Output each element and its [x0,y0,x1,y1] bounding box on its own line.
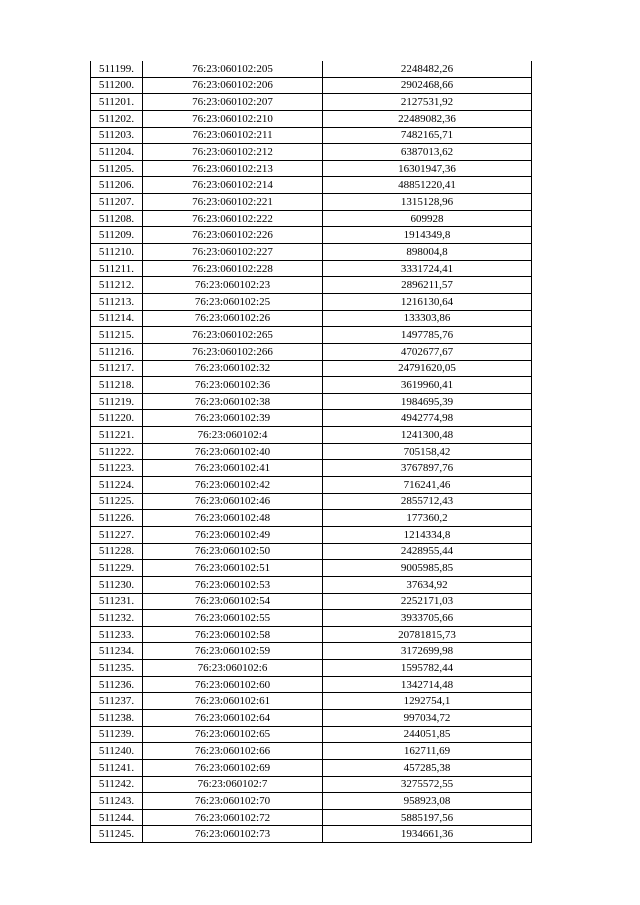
cadastral-number-cell: 76:23:060102:41 [143,460,323,477]
table-row [91,793,532,810]
cadastral-number-cell: 76:23:060102:51 [143,560,323,577]
cadastral-number-cell: 76:23:060102:222 [143,210,323,227]
cadastral-value-cell: 2248482,26 [323,61,532,77]
cadastral-number-cell: 76:23:060102:226 [143,227,323,244]
row-number-cell: 511241. [91,759,143,776]
cadastral-number-cell: 76:23:060102:4 [143,427,323,444]
row-number-cell: 511206. [91,177,143,194]
cadastral-number-cell: 76:23:060102:32 [143,360,323,377]
table-row [91,709,532,726]
cadastral-number-cell: 76:23:060102:55 [143,610,323,627]
row-number-cell: 511218. [91,377,143,394]
table-row [91,576,532,593]
cadastral-value-cell: 2252171,03 [323,593,532,610]
cadastral-value-cell: 2896211,57 [323,277,532,294]
cadastral-value-cell: 3933705,66 [323,610,532,627]
cadastral-value-cell: 22489082,36 [323,110,532,127]
cadastral-number-cell: 76:23:060102:40 [143,443,323,460]
cadastral-value-cell: 9005985,85 [323,560,532,577]
table-row [91,543,532,560]
cadastral-value-cell: 162711,69 [323,743,532,760]
cadastral-number-cell: 76:23:060102:61 [143,693,323,710]
table-row [91,626,532,643]
cadastral-value-cell: 1292754,1 [323,693,532,710]
row-number-cell: 511235. [91,660,143,677]
row-number-cell: 511211. [91,260,143,277]
cadastral-number-cell: 76:23:060102:213 [143,160,323,177]
table-row [91,110,532,127]
cadastral-number-cell: 76:23:060102:221 [143,194,323,211]
table-row [91,676,532,693]
table-row [91,593,532,610]
row-number-cell: 511209. [91,227,143,244]
table-row [91,493,532,510]
cadastral-number-cell: 76:23:060102:207 [143,94,323,111]
table-row [91,177,532,194]
cadastral-number-cell: 76:23:060102:42 [143,477,323,494]
row-number-cell: 511242. [91,776,143,793]
table-row [91,610,532,627]
row-number-cell: 511202. [91,110,143,127]
cadastral-value-cell: 5885197,56 [323,809,532,826]
table-row [91,144,532,161]
row-number-cell: 511205. [91,160,143,177]
table-row [91,526,532,543]
row-number-cell: 511236. [91,676,143,693]
cadastral-value-cell: 958923,08 [323,793,532,810]
cadastral-number-cell: 76:23:060102:206 [143,77,323,94]
cadastral-number-cell: 76:23:060102:205 [143,61,323,77]
cadastral-value-cell: 24791620,05 [323,360,532,377]
table-row [91,310,532,327]
row-number-cell: 511228. [91,543,143,560]
cadastral-value-cell: 1342714,48 [323,676,532,693]
table-row [91,460,532,477]
cadastral-number-cell: 76:23:060102:54 [143,593,323,610]
row-number-cell: 511234. [91,643,143,660]
cadastral-value-cell: 7482165,71 [323,127,532,144]
cadastral-value-cell: 3275572,55 [323,776,532,793]
table-row [91,643,532,660]
table-row [91,94,532,111]
cadastral-value-cell: 37634,92 [323,576,532,593]
row-number-cell: 511237. [91,693,143,710]
row-number-cell: 511203. [91,127,143,144]
cadastral-number-cell: 76:23:060102:38 [143,393,323,410]
table-row [91,377,532,394]
cadastral-value-cell: 716241,46 [323,477,532,494]
cadastral-value-cell: 1315128,96 [323,194,532,211]
row-number-cell: 511210. [91,244,143,261]
row-number-cell: 511230. [91,576,143,593]
cadastral-number-cell: 76:23:060102:210 [143,110,323,127]
table-row [91,77,532,94]
cadastral-value-cell: 1934661,36 [323,826,532,843]
cadastral-number-cell: 76:23:060102:49 [143,526,323,543]
cadastral-value-cell: 133303,86 [323,310,532,327]
cadastral-number-cell: 76:23:060102:25 [143,293,323,310]
cadastral-value-cell: 2428955,44 [323,543,532,560]
row-number-cell: 511215. [91,327,143,344]
cadastral-number-cell: 76:23:060102:53 [143,576,323,593]
table-row [91,293,532,310]
row-number-cell: 511233. [91,626,143,643]
cadastral-value-cell: 177360,2 [323,510,532,527]
cadastral-number-cell: 76:23:060102:58 [143,626,323,643]
cadastral-value-cell: 898004,8 [323,244,532,261]
cadastral-number-cell: 76:23:060102:60 [143,676,323,693]
row-number-cell: 511232. [91,610,143,627]
table-row [91,327,532,344]
cadastral-number-cell: 76:23:060102:70 [143,793,323,810]
cadastral-value-cell: 3619960,41 [323,377,532,394]
table-row [91,160,532,177]
row-number-cell: 511207. [91,194,143,211]
cadastral-value-cell: 2902468,66 [323,77,532,94]
row-number-cell: 511227. [91,526,143,543]
row-number-cell: 511226. [91,510,143,527]
cadastral-value-cell: 4702677,67 [323,343,532,360]
row-number-cell: 511208. [91,210,143,227]
table-row [91,726,532,743]
cadastral-number-cell: 76:23:060102:211 [143,127,323,144]
table-row [91,809,532,826]
cadastral-number-cell: 76:23:060102:36 [143,377,323,394]
cadastral-number-cell: 76:23:060102:23 [143,277,323,294]
row-number-cell: 511212. [91,277,143,294]
row-number-cell: 511201. [91,94,143,111]
table-row [91,227,532,244]
cadastral-number-cell: 76:23:060102:59 [143,643,323,660]
cadastral-number-cell: 76:23:060102:227 [143,244,323,261]
table-row [91,477,532,494]
cadastral-number-cell: 76:23:060102:266 [143,343,323,360]
row-number-cell: 511238. [91,709,143,726]
row-number-cell: 511221. [91,427,143,444]
cadastral-value-cell: 20781815,73 [323,626,532,643]
cadastral-value-table [90,61,532,843]
row-number-cell: 511223. [91,460,143,477]
cadastral-number-cell: 76:23:060102:66 [143,743,323,760]
table-row [91,660,532,677]
table-row [91,743,532,760]
cadastral-number-cell: 76:23:060102:39 [143,410,323,427]
cadastral-value-cell: 3172699,98 [323,643,532,660]
table-row [91,244,532,261]
cadastral-value-cell: 705158,42 [323,443,532,460]
table-row [91,393,532,410]
table-row [91,427,532,444]
row-number-cell: 511240. [91,743,143,760]
table-row [91,343,532,360]
cadastral-value-cell: 6387013,62 [323,144,532,161]
row-number-cell: 511231. [91,593,143,610]
row-number-cell: 511239. [91,726,143,743]
table-row [91,443,532,460]
row-number-cell: 511214. [91,310,143,327]
cadastral-value-cell: 1216130,64 [323,293,532,310]
row-number-cell: 511217. [91,360,143,377]
cadastral-number-cell: 76:23:060102:46 [143,493,323,510]
cadastral-number-cell: 76:23:060102:64 [143,709,323,726]
table-row [91,210,532,227]
row-number-cell: 511222. [91,443,143,460]
cadastral-number-cell: 76:23:060102:69 [143,759,323,776]
cadastral-value-cell: 1984695,39 [323,393,532,410]
row-number-cell: 511220. [91,410,143,427]
cadastral-value-cell: 1595782,44 [323,660,532,677]
row-number-cell: 511245. [91,826,143,843]
cadastral-number-cell: 76:23:060102:50 [143,543,323,560]
table-row [91,260,532,277]
row-number-cell: 511229. [91,560,143,577]
row-number-cell: 511224. [91,477,143,494]
table-body [91,61,532,843]
table-row [91,693,532,710]
cadastral-number-cell: 76:23:060102:48 [143,510,323,527]
cadastral-number-cell: 76:23:060102:212 [143,144,323,161]
cadastral-number-cell: 76:23:060102:6 [143,660,323,677]
row-number-cell: 511216. [91,343,143,360]
row-number-cell: 511213. [91,293,143,310]
cadastral-value-cell: 1914349,8 [323,227,532,244]
row-number-cell: 511200. [91,77,143,94]
row-number-cell: 511199. [91,61,143,77]
table-row [91,194,532,211]
table-row [91,826,532,843]
row-number-cell: 511219. [91,393,143,410]
cadastral-value-cell: 4942774,98 [323,410,532,427]
cadastral-value-cell: 609928 [323,210,532,227]
cadastral-value-cell: 1497785,76 [323,327,532,344]
cadastral-number-cell: 76:23:060102:214 [143,177,323,194]
row-number-cell: 511204. [91,144,143,161]
table-row [91,510,532,527]
table-row [91,360,532,377]
cadastral-value-cell: 48851220,41 [323,177,532,194]
row-number-cell: 511243. [91,793,143,810]
cadastral-number-cell: 76:23:060102:26 [143,310,323,327]
cadastral-value-cell: 2127531,92 [323,94,532,111]
cadastral-value-cell: 1214334,8 [323,526,532,543]
cadastral-number-cell: 76:23:060102:73 [143,826,323,843]
cadastral-value-cell: 457285,38 [323,759,532,776]
cadastral-number-cell: 76:23:060102:65 [143,726,323,743]
row-number-cell: 511225. [91,493,143,510]
cadastral-number-cell: 76:23:060102:7 [143,776,323,793]
cadastral-number-cell: 76:23:060102:265 [143,327,323,344]
cadastral-value-cell: 2855712,43 [323,493,532,510]
cadastral-value-cell: 1241300,48 [323,427,532,444]
cadastral-value-cell: 3767897,76 [323,460,532,477]
table-row [91,776,532,793]
table-row [91,127,532,144]
cadastral-value-cell: 997034,72 [323,709,532,726]
row-number-cell: 511244. [91,809,143,826]
cadastral-value-cell: 3331724,41 [323,260,532,277]
table-row [91,560,532,577]
cadastral-number-cell: 76:23:060102:72 [143,809,323,826]
table-row [91,277,532,294]
table-row [91,410,532,427]
cadastral-value-cell: 16301947,36 [323,160,532,177]
table-row [91,61,532,77]
cadastral-number-cell: 76:23:060102:228 [143,260,323,277]
cadastral-value-cell: 244051,85 [323,726,532,743]
table-row [91,759,532,776]
